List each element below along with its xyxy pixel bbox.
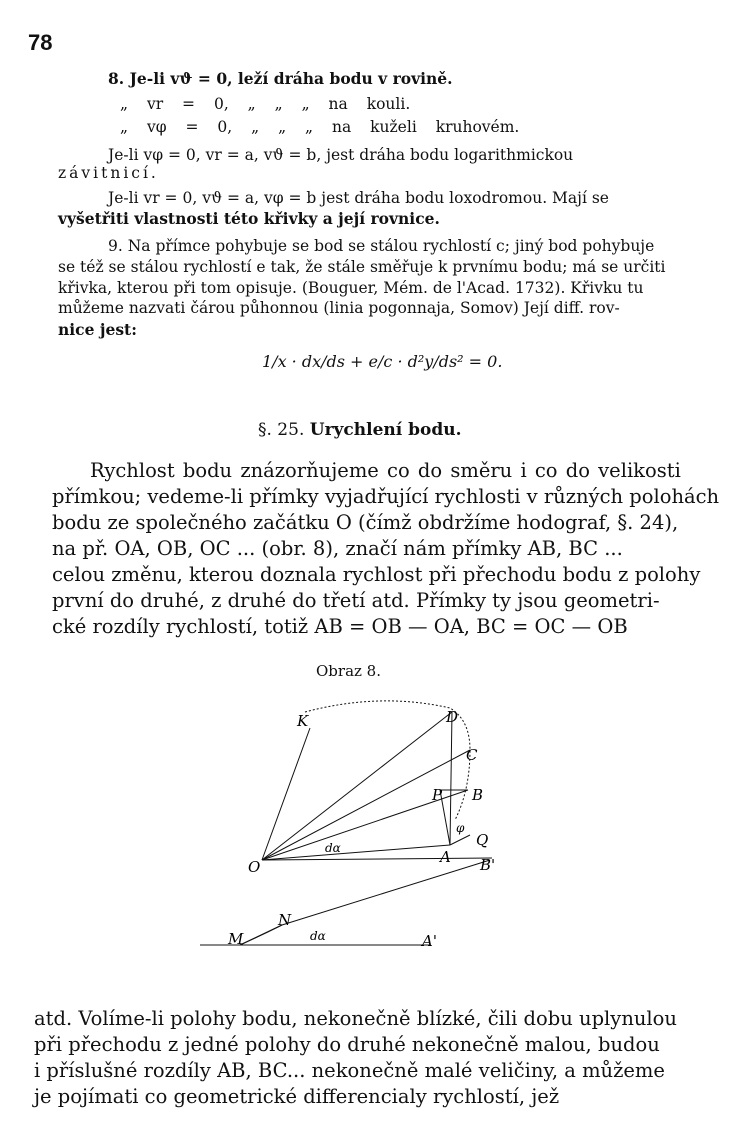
para2-line1: atd. Volíme-li polohy bodu, nekonečně blízké, čili dobu uplynulou: [34, 1007, 677, 1030]
line-OC: [262, 750, 470, 860]
section-number: §. 25.: [258, 420, 305, 440]
page-number: 78: [28, 30, 53, 55]
line-D-A: [450, 712, 452, 845]
item8-line7: vyšetřiti vlastnosti této křivky a její rovnice.: [58, 209, 440, 228]
line-NB: [282, 860, 490, 925]
item9-line5: nice jest:: [58, 320, 137, 339]
para1-line6: první do druhé, z druhé do třetí atd. Přímky ty jsou geometri-: [52, 589, 660, 612]
item8-line3: „ vφ = 0, „ „ „ na kuželi kruhovém.: [120, 118, 520, 136]
item8-line2: „ vr = 0, „ „ „ na kouli.: [120, 95, 411, 113]
fig-label-phi: φ: [456, 821, 465, 835]
fig-label-C: C: [466, 746, 478, 764]
para2-line2: při přechodu z jedné polohy do druhé nekonečně malou, budou: [34, 1033, 660, 1056]
item8-line1: 8. Je-li vϑ = 0, leží dráha bodu v rovině.: [108, 69, 453, 88]
para1-line2: přímkou; vedeme-li přímky vyjadřující rychlosti v různých polohách: [52, 485, 720, 508]
item9-line4: můžeme nazvati čárou půhonnou (linia pogonnaja, Somov) Její diff. rov-: [58, 299, 620, 317]
fig-label-O: O: [248, 858, 261, 876]
para1-line5: celou změnu, kterou doznala rychlost při přechodu bodu z polohy: [52, 563, 701, 586]
para1-line1: Rychlost bodu znázorňujeme co do směru i co do velikosti: [90, 459, 681, 482]
fig-label-K: K: [297, 712, 309, 730]
para1-line4: na př. OA, OB, OC ... (obr. 8), značí nám přímky AB, BC ...: [52, 537, 623, 560]
item9-line2: se též se stálou rychlostí e tak, že stále směřuje k prvnímu bodu; má se určiti: [58, 258, 666, 276]
fig-label-A: A: [440, 848, 451, 866]
curve-MN: [240, 925, 282, 945]
para2-line3: i příslušné rozdíly AB, BC... nekonečně malé veličiny, a můžeme: [34, 1059, 665, 1082]
line-OD: [262, 712, 452, 860]
equation: 1/x · dx/ds + e/c · d²y/ds² = 0.: [262, 352, 503, 371]
fig-label-D: D: [446, 708, 459, 726]
para2-line4: je pojímati co geometrické differencialy rychlostí, jež: [34, 1085, 560, 1108]
figure-caption: Obraz 8.: [316, 662, 381, 680]
line-OB-prime: [262, 858, 492, 860]
fig-label-dalpha-2: dα: [310, 929, 326, 943]
fig-label-dalpha: dα: [325, 841, 341, 855]
fig-label-N: N: [278, 911, 292, 929]
item9-line1: 9. Na přímce pohybuje se bod se stálou rychlostí c; jiný bod pohybuje: [108, 237, 655, 255]
fig-label-Q: Q: [476, 831, 489, 849]
fig-label-P: P: [432, 786, 443, 804]
item8-line4: Je-li vφ = 0, vr = a, vϑ = b, jest dráha bodu logarithmickou: [108, 146, 574, 164]
line-AQ: [450, 835, 470, 845]
fig-label-M: M: [228, 930, 244, 948]
item8-line6: Je-li vr = 0, vϑ = a, vφ = b jest dráha bodu loxodromou. Mají se: [108, 189, 609, 207]
line-OA: [262, 845, 450, 860]
item8-line5: závitnicí.: [58, 164, 159, 182]
item9-line3: křivka, kterou při tom opisuje. (Bouguer, Mém. de l'Acad. 1732). Křivku tu: [58, 279, 644, 297]
para1-line3: bodu ze společného začátku O (čímž obdržíme hodograf, §. 24),: [52, 511, 679, 534]
line-OK: [262, 728, 310, 860]
section-title: Urychlení bodu.: [309, 420, 462, 440]
para1-line7: cké rozdíly rychlostí, totiž AB = OB — OA, BC = OC — OB: [52, 615, 628, 638]
fig-label-A-prime: A': [422, 932, 437, 950]
fig-label-B: B: [472, 786, 484, 804]
fig-label-B-prime: B': [480, 856, 496, 874]
